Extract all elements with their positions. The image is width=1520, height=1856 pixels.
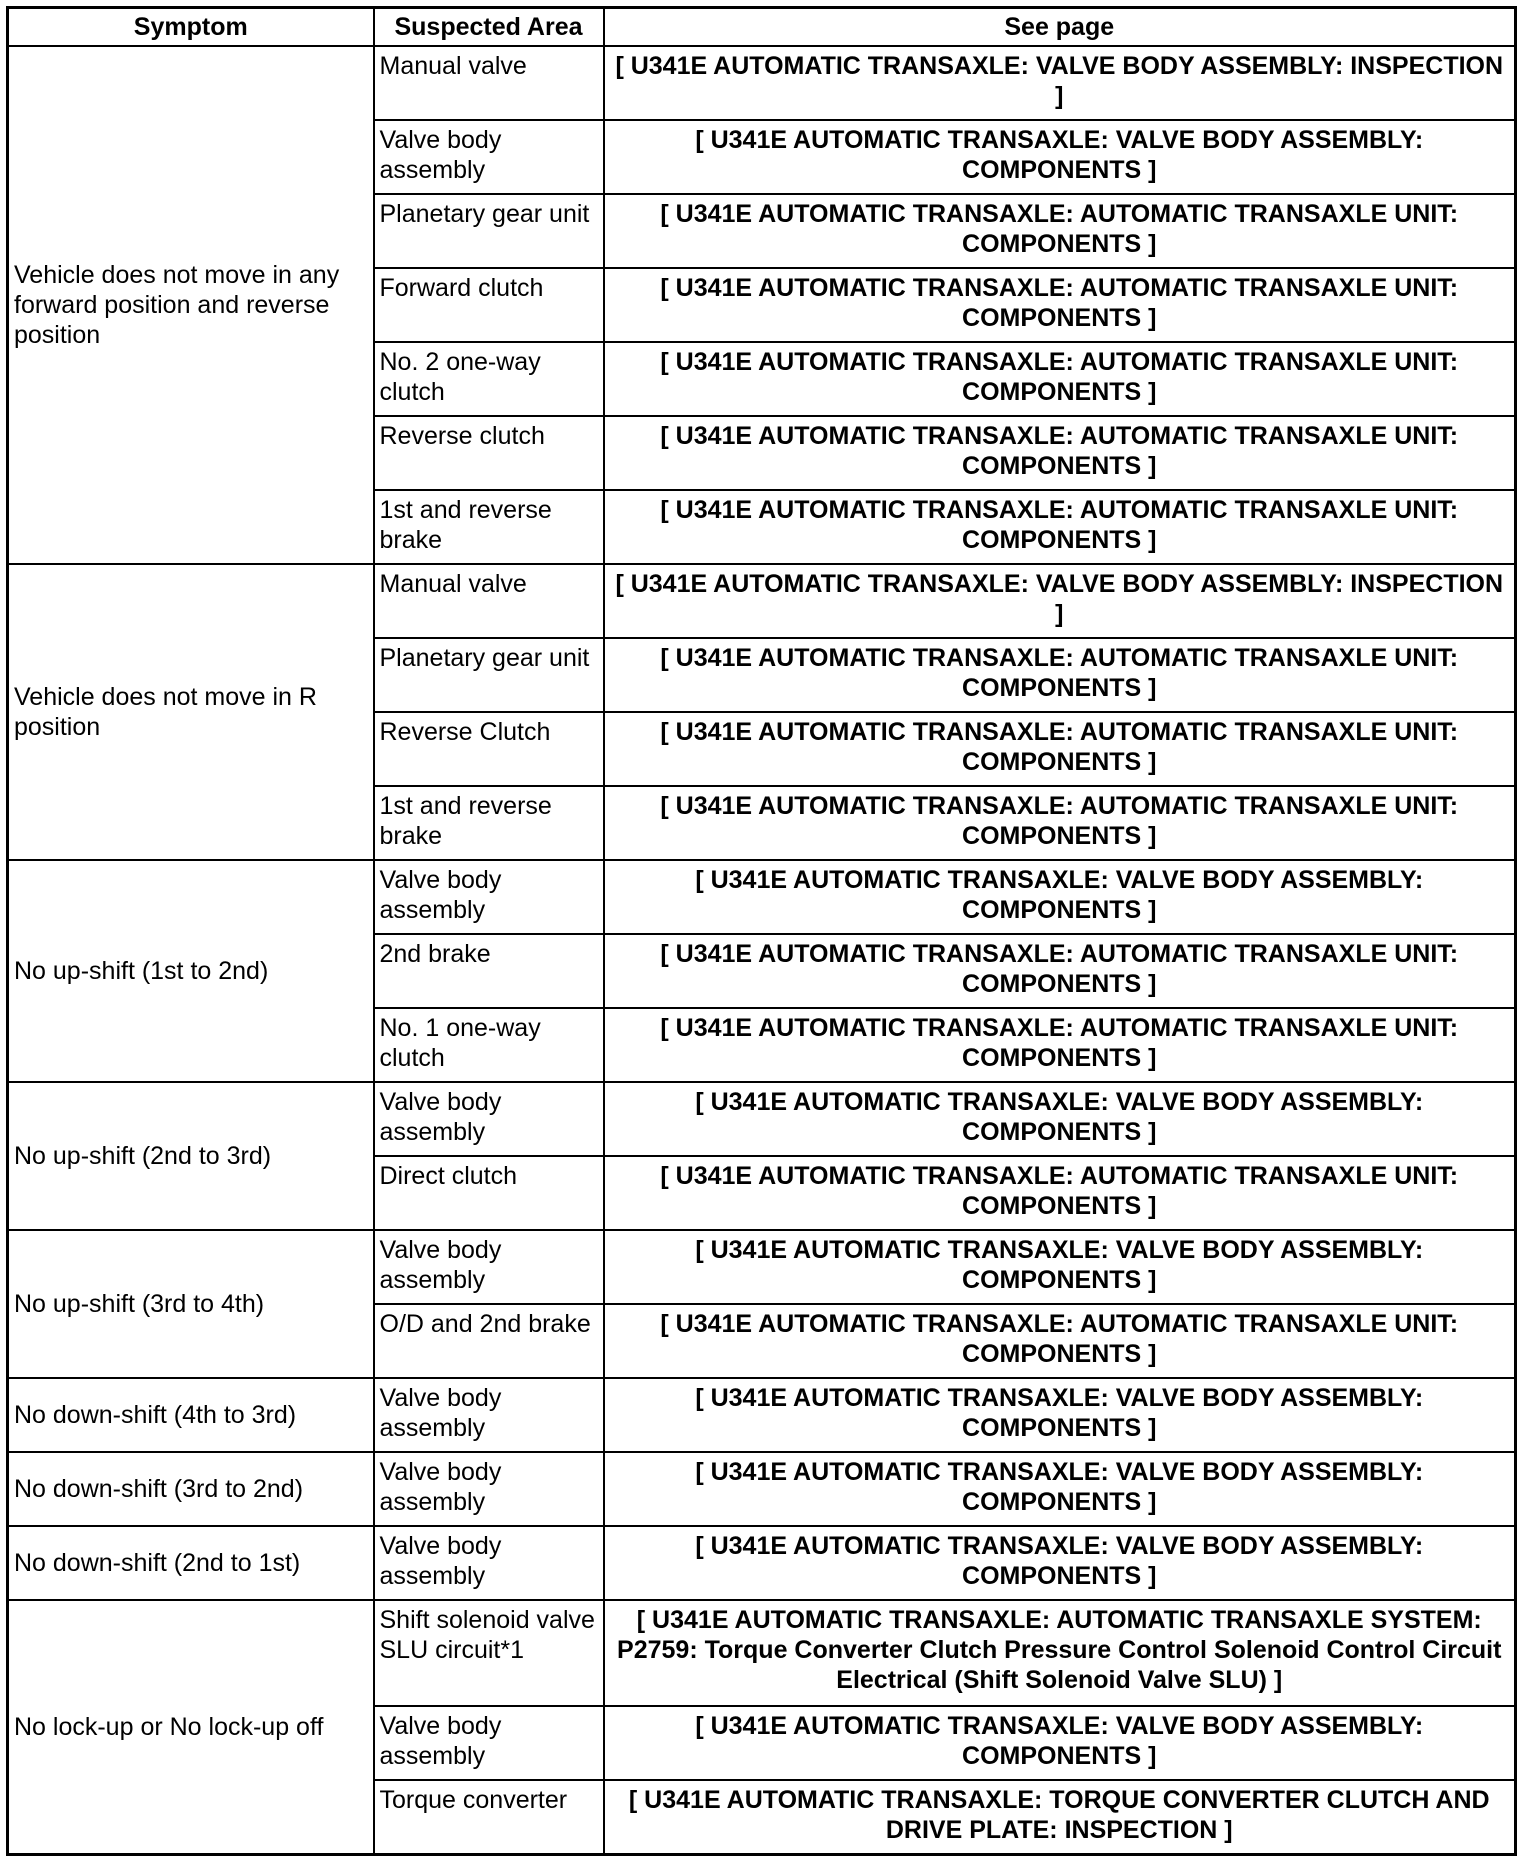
suspected-area-cell: Manual valve bbox=[374, 46, 604, 120]
suspected-area-cell: Forward clutch bbox=[374, 268, 604, 342]
see-page-link[interactable]: [ U341E AUTOMATIC TRANSAXLE: VALVE BODY ASSEMBLY: COMPONENTS ] bbox=[604, 1706, 1516, 1780]
see-page-link[interactable]: [ U341E AUTOMATIC TRANSAXLE: VALVE BODY ASSEMBLY: COMPONENTS ] bbox=[604, 1452, 1516, 1526]
table-row bbox=[8, 1526, 1516, 1600]
suspected-area-cell: Valve body assembly bbox=[374, 1526, 604, 1600]
symptom-cell: No down-shift (2nd to 1st) bbox=[8, 1526, 374, 1600]
see-page-link[interactable]: [ U341E AUTOMATIC TRANSAXLE: AUTOMATIC TRANSAXLE UNIT: COMPONENTS ] bbox=[604, 1008, 1516, 1082]
table-row bbox=[8, 1082, 1516, 1156]
see-page-link[interactable]: [ U341E AUTOMATIC TRANSAXLE: AUTOMATIC TRANSAXLE UNIT: COMPONENTS ] bbox=[604, 490, 1516, 564]
see-page-link[interactable]: [ U341E AUTOMATIC TRANSAXLE: AUTOMATIC TRANSAXLE UNIT: COMPONENTS ] bbox=[604, 934, 1516, 1008]
suspected-area-cell: No. 2 one-way clutch bbox=[374, 342, 604, 416]
symptom-cell: No up-shift (2nd to 3rd) bbox=[8, 1082, 374, 1230]
suspected-area-cell: Valve body assembly bbox=[374, 1452, 604, 1526]
see-page-link[interactable]: [ U341E AUTOMATIC TRANSAXLE: VALVE BODY ASSEMBLY: COMPONENTS ] bbox=[604, 860, 1516, 934]
suspected-area-cell: No. 1 one-way clutch bbox=[374, 1008, 604, 1082]
suspected-area-cell: Valve body assembly bbox=[374, 860, 604, 934]
suspected-area-cell: Valve body assembly bbox=[374, 1230, 604, 1304]
see-page-link[interactable]: [ U341E AUTOMATIC TRANSAXLE: VALVE BODY ASSEMBLY: COMPONENTS ] bbox=[604, 1230, 1516, 1304]
see-page-link[interactable]: [ U341E AUTOMATIC TRANSAXLE: AUTOMATIC TRANSAXLE UNIT: COMPONENTS ] bbox=[604, 416, 1516, 490]
see-page-link[interactable]: [ U341E AUTOMATIC TRANSAXLE: VALVE BODY ASSEMBLY: INSPECTION ] bbox=[604, 564, 1516, 638]
table-row bbox=[8, 1230, 1516, 1304]
see-page-link[interactable]: [ U341E AUTOMATIC TRANSAXLE: VALVE BODY ASSEMBLY: COMPONENTS ] bbox=[604, 120, 1516, 194]
suspected-area-cell: Planetary gear unit bbox=[374, 638, 604, 712]
suspected-area-cell: Planetary gear unit bbox=[374, 194, 604, 268]
see-page-link[interactable]: [ U341E AUTOMATIC TRANSAXLE: VALVE BODY ASSEMBLY: COMPONENTS ] bbox=[604, 1082, 1516, 1156]
table-row bbox=[8, 564, 1516, 638]
see-page-link[interactable]: [ U341E AUTOMATIC TRANSAXLE: AUTOMATIC TRANSAXLE UNIT: COMPONENTS ] bbox=[604, 194, 1516, 268]
suspected-area-cell: 1st and reverse brake bbox=[374, 786, 604, 860]
table-row bbox=[8, 1600, 1516, 1706]
see-page-link[interactable]: [ U341E AUTOMATIC TRANSAXLE: AUTOMATIC TRANSAXLE SYSTEM: P2759: Torque Converter Clutch Pressure Control Solenoid Control Circuit Electrical (Shift Solenoid Valve SLU) ] bbox=[604, 1600, 1516, 1706]
header-suspected-area: Suspected Area bbox=[374, 8, 604, 47]
suspected-area-cell: Valve body assembly bbox=[374, 1082, 604, 1156]
see-page-link[interactable]: [ U341E AUTOMATIC TRANSAXLE: AUTOMATIC TRANSAXLE UNIT: COMPONENTS ] bbox=[604, 342, 1516, 416]
suspected-area-cell: Shift solenoid valve SLU circuit*1 bbox=[374, 1600, 604, 1706]
suspected-area-cell: Direct clutch bbox=[374, 1156, 604, 1230]
symptom-cell: No up-shift (3rd to 4th) bbox=[8, 1230, 374, 1378]
table-row bbox=[8, 1378, 1516, 1452]
see-page-link[interactable]: [ U341E AUTOMATIC TRANSAXLE: VALVE BODY ASSEMBLY: COMPONENTS ] bbox=[604, 1526, 1516, 1600]
suspected-area-cell: Manual valve bbox=[374, 564, 604, 638]
see-page-link[interactable]: [ U341E AUTOMATIC TRANSAXLE: AUTOMATIC TRANSAXLE UNIT: COMPONENTS ] bbox=[604, 786, 1516, 860]
header-see-page: See page bbox=[604, 8, 1516, 47]
symptom-cell: Vehicle does not move in R position bbox=[8, 564, 374, 860]
suspected-area-cell: Valve body assembly bbox=[374, 1378, 604, 1452]
see-page-link[interactable]: [ U341E AUTOMATIC TRANSAXLE: AUTOMATIC TRANSAXLE UNIT: COMPONENTS ] bbox=[604, 638, 1516, 712]
see-page-link[interactable]: [ U341E AUTOMATIC TRANSAXLE: TORQUE CONVERTER CLUTCH AND DRIVE PLATE: INSPECTION ] bbox=[604, 1780, 1516, 1855]
symptom-cell: No down-shift (3rd to 2nd) bbox=[8, 1452, 374, 1526]
suspected-area-cell: Reverse clutch bbox=[374, 416, 604, 490]
suspected-area-cell: 2nd brake bbox=[374, 934, 604, 1008]
see-page-link[interactable]: [ U341E AUTOMATIC TRANSAXLE: VALVE BODY ASSEMBLY: INSPECTION ] bbox=[604, 46, 1516, 120]
symptom-cell: Vehicle does not move in any forward position and reverse position bbox=[8, 46, 374, 564]
table-row bbox=[8, 46, 1516, 120]
table-row bbox=[8, 1452, 1516, 1526]
table-row bbox=[8, 860, 1516, 934]
suspected-area-cell: Reverse Clutch bbox=[374, 712, 604, 786]
suspected-area-cell: 1st and reverse brake bbox=[374, 490, 604, 564]
see-page-link[interactable]: [ U341E AUTOMATIC TRANSAXLE: AUTOMATIC TRANSAXLE UNIT: COMPONENTS ] bbox=[604, 1304, 1516, 1378]
see-page-link[interactable]: [ U341E AUTOMATIC TRANSAXLE: VALVE BODY ASSEMBLY: COMPONENTS ] bbox=[604, 1378, 1516, 1452]
see-page-link[interactable]: [ U341E AUTOMATIC TRANSAXLE: AUTOMATIC TRANSAXLE UNIT: COMPONENTS ] bbox=[604, 712, 1516, 786]
symptom-cell: No lock-up or No lock-up off bbox=[8, 1600, 374, 1855]
troubleshooting-table bbox=[6, 6, 1517, 1856]
header-row bbox=[8, 8, 1516, 47]
suspected-area-cell: Valve body assembly bbox=[374, 120, 604, 194]
symptom-cell: No up-shift (1st to 2nd) bbox=[8, 860, 374, 1082]
symptom-cell: No down-shift (4th to 3rd) bbox=[8, 1378, 374, 1452]
suspected-area-cell: Valve body assembly bbox=[374, 1706, 604, 1780]
see-page-link[interactable]: [ U341E AUTOMATIC TRANSAXLE: AUTOMATIC TRANSAXLE UNIT: COMPONENTS ] bbox=[604, 1156, 1516, 1230]
see-page-link[interactable]: [ U341E AUTOMATIC TRANSAXLE: AUTOMATIC TRANSAXLE UNIT: COMPONENTS ] bbox=[604, 268, 1516, 342]
table-body bbox=[8, 46, 1516, 1855]
suspected-area-cell: O/D and 2nd brake bbox=[374, 1304, 604, 1378]
header-symptom: Symptom bbox=[8, 8, 374, 47]
suspected-area-cell: Torque converter bbox=[374, 1780, 604, 1855]
